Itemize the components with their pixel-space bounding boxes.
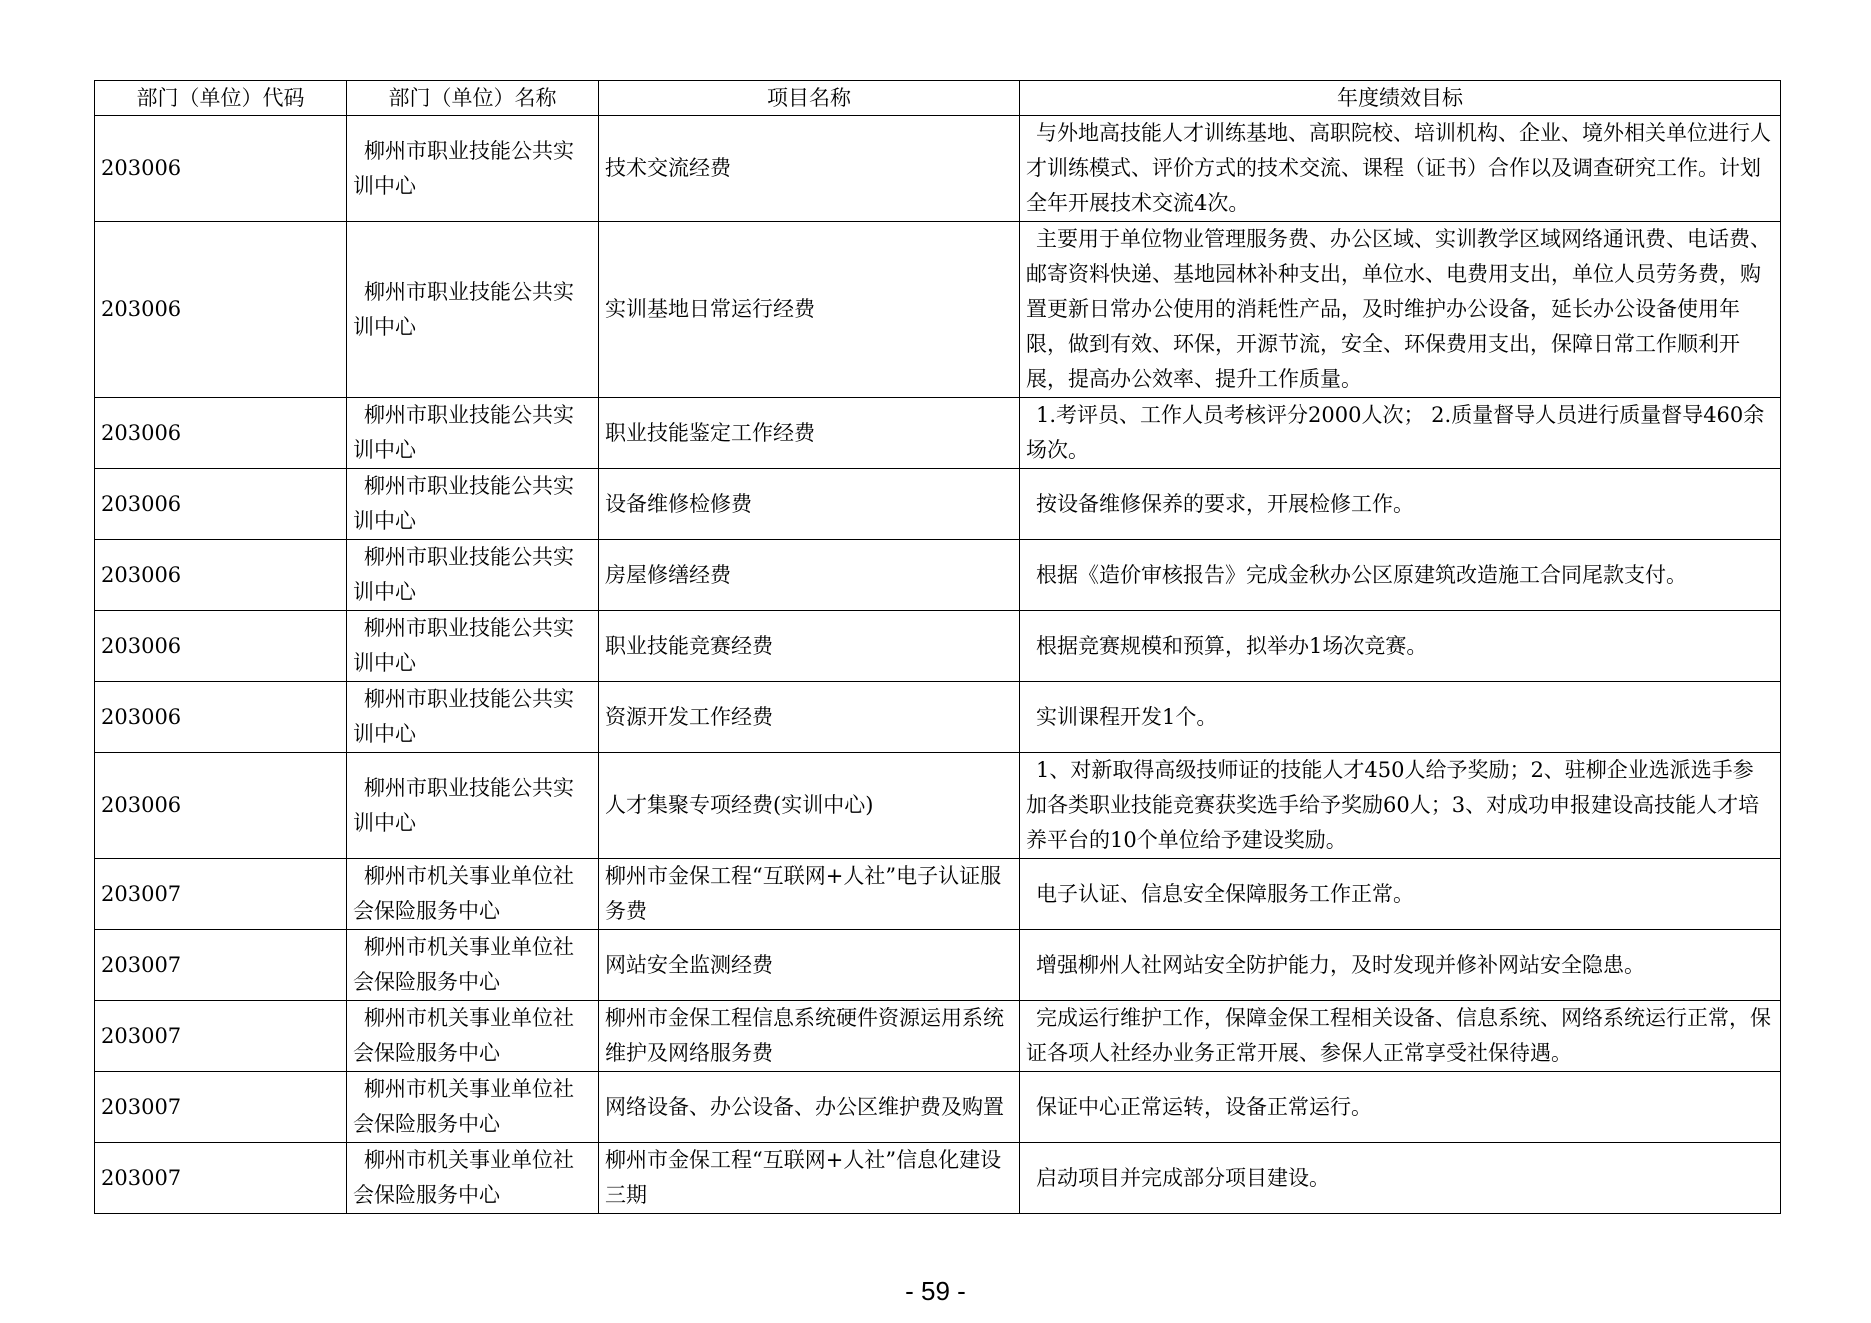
table-header-row (95, 81, 1781, 116)
table-row (95, 611, 1781, 682)
cell-project-name: 柳州市金保工程“互联网+人社”电子认证服务费 (599, 859, 1020, 930)
cell-project-name: 职业技能竞赛经费 (599, 611, 1020, 682)
table-row (95, 859, 1781, 930)
cell-dept-name: 柳州市职业技能公共实训中心 (347, 682, 599, 753)
cell-dept-name: 柳州市职业技能公共实训中心 (347, 222, 599, 398)
performance-goals-table (94, 80, 1781, 1214)
cell-annual-goal: 启动项目并完成部分项目建设。 (1020, 1143, 1781, 1214)
cell-annual-goal: 根据《造价审核报告》完成金秋办公区原建筑改造施工合同尾款支付。 (1020, 540, 1781, 611)
cell-dept-code: 203007 (95, 1001, 347, 1072)
cell-annual-goal: 保证中心正常运转，设备正常运行。 (1020, 1072, 1781, 1143)
cell-dept-code: 203006 (95, 682, 347, 753)
cell-dept-code: 203007 (95, 859, 347, 930)
table-row (95, 1001, 1781, 1072)
cell-project-name: 房屋修缮经费 (599, 540, 1020, 611)
cell-dept-code: 203006 (95, 540, 347, 611)
cell-dept-code: 203006 (95, 116, 347, 222)
cell-annual-goal: 按设备维修保养的要求，开展检修工作。 (1020, 469, 1781, 540)
cell-dept-name: 柳州市机关事业单位社会保险服务中心 (347, 1072, 599, 1143)
cell-dept-code: 203007 (95, 1143, 347, 1214)
cell-project-name: 技术交流经费 (599, 116, 1020, 222)
cell-dept-code: 203006 (95, 611, 347, 682)
cell-annual-goal: 实训课程开发1个。 (1020, 682, 1781, 753)
cell-project-name: 柳州市金保工程“互联网+人社”信息化建设三期 (599, 1143, 1020, 1214)
cell-annual-goal: 根据竞赛规模和预算，拟举办1场次竞赛。 (1020, 611, 1781, 682)
cell-annual-goal: 增强柳州人社网站安全防护能力，及时发现并修补网站安全隐患。 (1020, 930, 1781, 1001)
table-row (95, 116, 1781, 222)
page-number: - 59 - (905, 1276, 966, 1306)
header-dept-name: 部门（单位）名称 (347, 81, 599, 116)
cell-annual-goal: 完成运行维护工作，保障金保工程相关设备、信息系统、网络系统运行正常，保证各项人社经办业务正常开展、参保人正常享受社保待遇。 (1020, 1001, 1781, 1072)
cell-dept-name: 柳州市职业技能公共实训中心 (347, 116, 599, 222)
cell-dept-code: 203006 (95, 753, 347, 859)
cell-project-name: 实训基地日常运行经费 (599, 222, 1020, 398)
cell-dept-code: 203007 (95, 1072, 347, 1143)
table-row (95, 398, 1781, 469)
table-row (95, 540, 1781, 611)
cell-annual-goal: 与外地高技能人才训练基地、高职院校、培训机构、企业、境外相关单位进行人才训练模式、评价方式的技术交流、课程（证书）合作以及调查研究工作。计划全年开展技术交流4次。 (1020, 116, 1781, 222)
header-dept-code: 部门（单位）代码 (95, 81, 347, 116)
cell-project-name: 柳州市金保工程信息系统硬件资源运用系统维护及网络服务费 (599, 1001, 1020, 1072)
cell-dept-code: 203006 (95, 469, 347, 540)
table-row (95, 753, 1781, 859)
cell-project-name: 网站安全监测经费 (599, 930, 1020, 1001)
cell-project-name: 资源开发工作经费 (599, 682, 1020, 753)
table-row (95, 222, 1781, 398)
cell-annual-goal: 1.考评员、工作人员考核评分2000人次； 2.质量督导人员进行质量督导460余场次。 (1020, 398, 1781, 469)
table-row (95, 469, 1781, 540)
table-row (95, 930, 1781, 1001)
cell-annual-goal: 1、对新取得高级技师证的技能人才450人给予奖励；2、驻柳企业选派选手参加各类职业技能竞赛获奖选手给予奖励60人；3、对成功申报建设高技能人才培养平台的10个单位给予建设奖励。 (1020, 753, 1781, 859)
cell-annual-goal: 主要用于单位物业管理服务费、办公区域、实训教学区域网络通讯费、电话费、邮寄资料快递、基地园林补种支出，单位水、电费用支出，单位人员劳务费，购置更新日常办公使用的消耗性产品，及时维护办公设备，延长办公设备使用年限，做到有效、环保，开源节流，安全、环保费用支出，保障日常工作顺利开展，提高办公效率、提升工作质量。 (1020, 222, 1781, 398)
table-row (95, 1072, 1781, 1143)
cell-dept-name: 柳州市职业技能公共实训中心 (347, 611, 599, 682)
cell-dept-code: 203006 (95, 222, 347, 398)
cell-dept-name: 柳州市职业技能公共实训中心 (347, 753, 599, 859)
cell-dept-name: 柳州市机关事业单位社会保险服务中心 (347, 1001, 599, 1072)
cell-dept-name: 柳州市职业技能公共实训中心 (347, 469, 599, 540)
cell-dept-name: 柳州市职业技能公共实训中心 (347, 540, 599, 611)
cell-dept-name: 柳州市机关事业单位社会保险服务中心 (347, 930, 599, 1001)
cell-project-name: 人才集聚专项经费(实训中心) (599, 753, 1020, 859)
header-annual-goal: 年度绩效目标 (1020, 81, 1781, 116)
table-row (95, 1143, 1781, 1214)
cell-dept-name: 柳州市职业技能公共实训中心 (347, 398, 599, 469)
cell-project-name: 设备维修检修费 (599, 469, 1020, 540)
table-body (95, 116, 1781, 1214)
cell-annual-goal: 电子认证、信息安全保障服务工作正常。 (1020, 859, 1781, 930)
table-row (95, 682, 1781, 753)
cell-dept-code: 203007 (95, 930, 347, 1001)
cell-dept-name: 柳州市机关事业单位社会保险服务中心 (347, 1143, 599, 1214)
cell-dept-name: 柳州市机关事业单位社会保险服务中心 (347, 859, 599, 930)
cell-dept-code: 203006 (95, 398, 347, 469)
cell-project-name: 网络设备、办公设备、办公区维护费及购置 (599, 1072, 1020, 1143)
cell-project-name: 职业技能鉴定工作经费 (599, 398, 1020, 469)
header-project-name: 项目名称 (599, 81, 1020, 116)
